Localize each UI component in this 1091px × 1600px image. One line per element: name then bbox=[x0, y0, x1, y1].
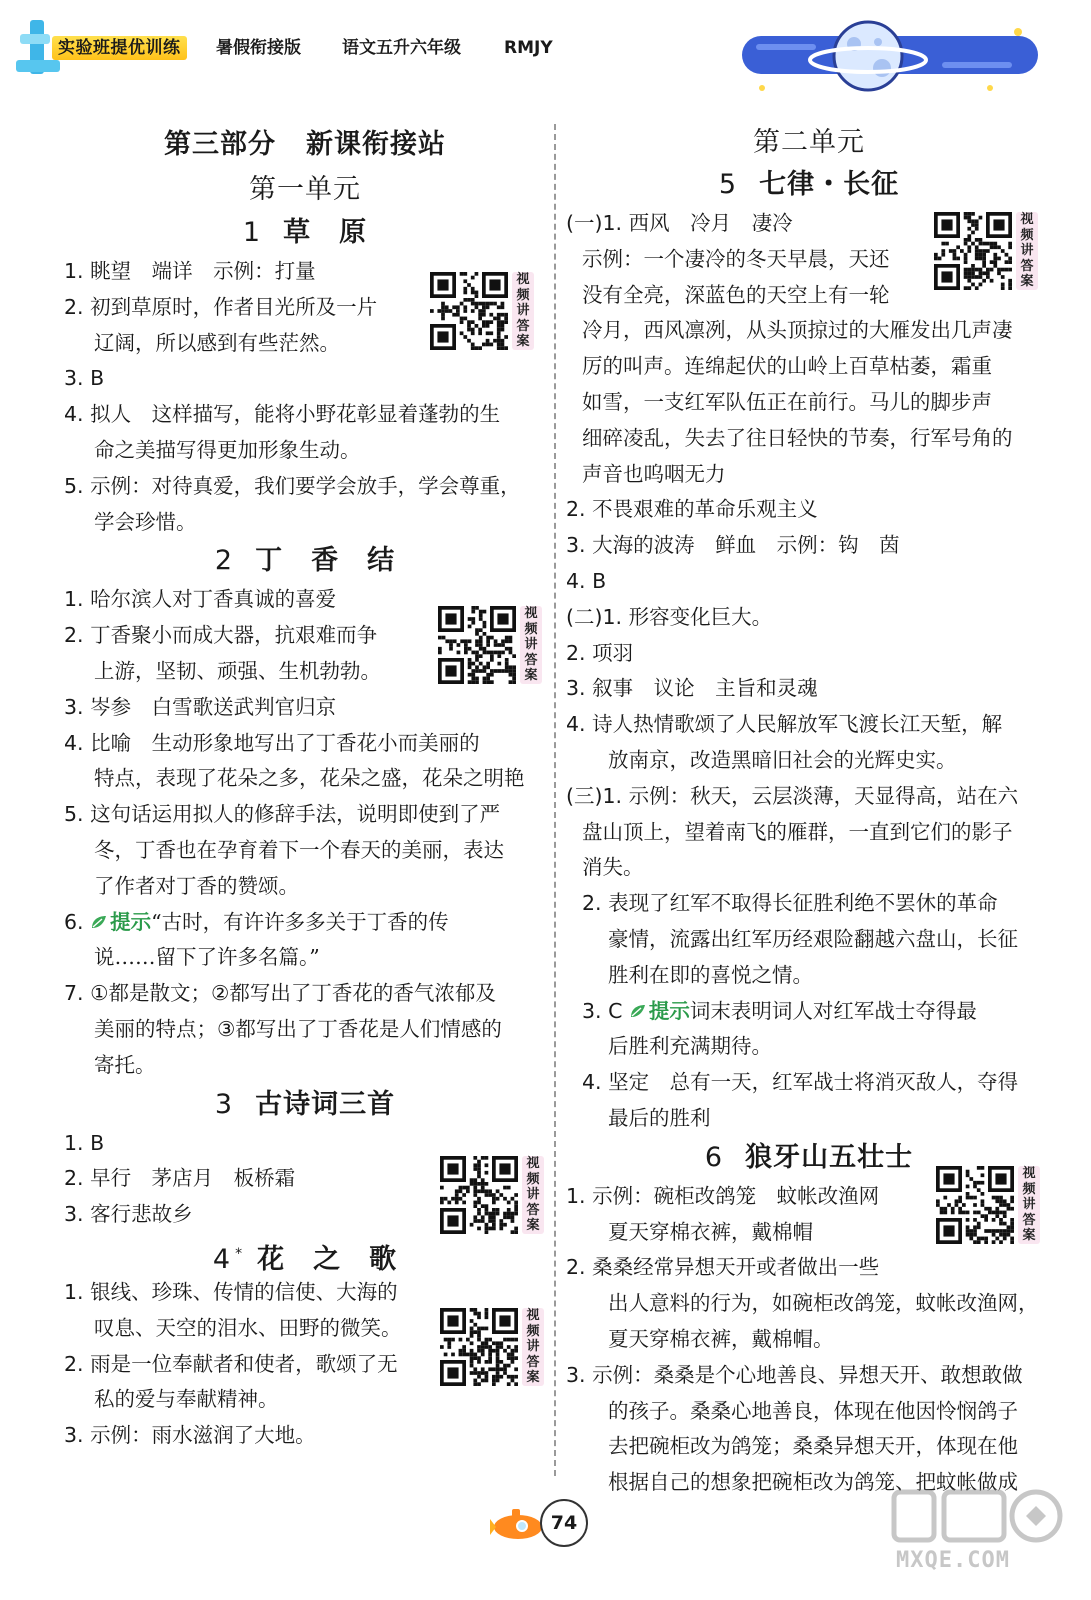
lesson-title: 4 * 花 之 歌 bbox=[212, 1243, 398, 1275]
grade-label: 语文五升六年级 bbox=[342, 38, 461, 58]
answer-line: 寄托。 bbox=[94, 1052, 156, 1077]
answer-line: 1. B bbox=[64, 1130, 105, 1155]
qr-code-icon[interactable] bbox=[440, 1308, 518, 1386]
qr-code-icon[interactable] bbox=[438, 606, 516, 684]
answer-line: 没有全亮，深蓝色的天空上有一轮 bbox=[582, 282, 890, 307]
hint-leaf-icon bbox=[90, 914, 108, 930]
answer-line: 细碎凌乱，失去了往日轻快的节奏，行军号角的 bbox=[582, 425, 1013, 450]
planet-decoration-icon bbox=[742, 14, 1042, 104]
answer-line: 盘山顶上，望着南飞的雁群，一直到它们的影子 bbox=[582, 819, 1013, 844]
answer-line: 3. 示例：雨水滋润了大地。 bbox=[64, 1423, 316, 1448]
answer-line: 4. 拟人 这样描写，能将小野花彰显着蓬勃的生 bbox=[64, 402, 501, 427]
answer-line: 消失。 bbox=[582, 855, 644, 880]
answer-line: 夏天穿棉衣裤，戴棉帽 bbox=[608, 1219, 813, 1244]
page-header bbox=[0, 0, 1091, 110]
answer-line: 声音也呜咽无力 bbox=[582, 461, 726, 486]
hint-text: “古时，有许许多多关于丁香的传 bbox=[151, 909, 449, 934]
answer-line: 2. 项羽 bbox=[566, 640, 634, 665]
column-divider bbox=[554, 124, 556, 1476]
answer-line: 放南京，改造黑暗旧社会的光辉史实。 bbox=[608, 747, 957, 772]
page-number-badge bbox=[486, 1497, 596, 1547]
answer-line: 后胜利充满期待。 bbox=[608, 1034, 772, 1059]
video-answer-qr[interactable] bbox=[440, 1156, 550, 1234]
answer-line: 3. 叙事 议论 主旨和灵魂 bbox=[566, 676, 818, 701]
answer-line: 冬，丁香也在孕育着下一个春天的美丽，表达 bbox=[94, 837, 504, 862]
answer-line: 根据自己的想象把碗柜改为鸽笼、把蚊帐做成 bbox=[608, 1470, 1018, 1495]
hint-text: 词末表明词人对红军战士夺得最 bbox=[689, 998, 977, 1023]
right-column bbox=[566, 122, 1052, 1501]
answer-line: 2. 初到草原时，作者目光所及一片 bbox=[64, 294, 378, 319]
answer-line: 5. 示例：对待真爱，我们要学会放手，学会尊重， bbox=[64, 473, 521, 498]
qr-code-icon[interactable] bbox=[936, 1166, 1014, 1244]
answer-line: 4. 诗人热情歌颂了人民解放军飞渡长江天堑，解 bbox=[566, 712, 1003, 737]
answer-line: 2. 不畏艰难的革命乐观主义 bbox=[566, 497, 818, 522]
qr-label: 视频讲答案 bbox=[522, 1156, 544, 1234]
lesson-title: 5 七律・长征 bbox=[718, 169, 900, 200]
watermark-seal-icon bbox=[890, 1484, 1066, 1550]
answer-line: 3. 大海的波涛 鲜血 示例：钩 茵 bbox=[566, 533, 900, 558]
answer-line: 5. 这句话运用拟人的修辞手法，说明即使到了严 bbox=[64, 802, 501, 827]
video-answer-qr[interactable] bbox=[430, 272, 540, 350]
answer-line: 私的爱与奉献精神。 bbox=[94, 1387, 279, 1412]
answer-line: 4. 坚定 总有一天，红军战士将消灭敌人，夺得 bbox=[582, 1070, 1019, 1095]
answer-line: 学会珍惜。 bbox=[94, 509, 197, 534]
answer-line: 去把碗柜改为鸽笼；桑桑异想天开，体现在他 bbox=[608, 1434, 1018, 1459]
answer-line: 辽阔，所以感到有些茫然。 bbox=[94, 330, 340, 355]
unit-title: 第一单元 bbox=[249, 174, 361, 205]
qr-label: 视频讲答案 bbox=[1016, 212, 1038, 290]
answer-line: 4. B bbox=[566, 568, 607, 593]
qr-code-icon[interactable] bbox=[934, 212, 1012, 290]
answer-line: 2. 雨是一位奉献者和使者，歌颂了无 bbox=[64, 1351, 398, 1376]
lesson-title: 6 狼牙山五壮士 bbox=[704, 1141, 914, 1173]
answer-line: 出人意料的行为，如碗柜改鸽笼，蚊帐改渔网， bbox=[608, 1291, 1039, 1316]
qr-label: 视频讲答案 bbox=[1018, 1166, 1040, 1244]
hint-label: 提示 bbox=[648, 998, 690, 1023]
answer-line: 2. 早行 茅店月 板桥霜 bbox=[64, 1166, 296, 1191]
answer-line: 上游，坚韧、顽强、生机勃勃。 bbox=[94, 658, 381, 683]
answer-line: 3. 岑参 白雪歌送武判官归京 bbox=[64, 694, 337, 719]
answer-line: 豪情，流露出红军历经艰险翻越六盘山，长征 bbox=[608, 926, 1018, 951]
answer-line: 示例：一个凄冷的冬天早晨，天还 bbox=[582, 246, 890, 271]
edition-label: 暑假衔接版 bbox=[216, 38, 301, 58]
hint-leaf-icon bbox=[629, 1003, 647, 1019]
series-title: 实验班提优训练 bbox=[52, 36, 187, 60]
page-number: 74 bbox=[540, 1499, 588, 1547]
answer-line: 6. 提示“古时，有许许多多关于丁香的传 bbox=[64, 909, 449, 934]
answer-line: 厉的叫声。连绵起伏的山岭上百草枯萎，霜重 bbox=[582, 354, 992, 379]
answer-line: (二)1. 形容变化巨大。 bbox=[566, 604, 773, 629]
answer-line: 说……留下了许多名篇。” bbox=[94, 945, 320, 970]
answer-line: 3. 示例：桑桑是个心地善良、异想天开、敢想敢做 bbox=[566, 1362, 1023, 1387]
answer-line: 3. 客行悲故乡 bbox=[64, 1202, 193, 1227]
video-answer-qr[interactable] bbox=[934, 212, 1044, 290]
answer-line: (三)1. 示例：秋天，云层淡薄，天显得高，站在六 bbox=[566, 783, 1019, 808]
video-answer-qr[interactable] bbox=[438, 606, 548, 684]
answer-line: 1. 银线、珍珠、传情的信使、大海的 bbox=[64, 1279, 398, 1304]
answer-line: 3. C 提示词末表明词人对红军战士夺得最 bbox=[582, 998, 977, 1023]
answer-line: 特点，表现了花朵之多，花朵之盛，花朵之明艳 bbox=[94, 766, 525, 791]
watermark-logo bbox=[890, 1484, 1070, 1584]
lesson-title: 3 古诗词三首 bbox=[214, 1088, 396, 1120]
lesson-title: 2 丁 香 结 bbox=[214, 545, 396, 577]
qr-code-icon[interactable] bbox=[440, 1156, 518, 1234]
answer-line: 命之美描写得更加形象生动。 bbox=[94, 437, 361, 462]
submarine-icon bbox=[486, 1507, 546, 1541]
answer-line: 2. 桑桑经常异想天开或者做出一些 bbox=[566, 1255, 880, 1280]
answer-line: 1. 眺望 端详 示例：打量 bbox=[64, 259, 316, 283]
answer-line: 1. 哈尔滨人对丁香真诚的喜爱 bbox=[64, 587, 337, 612]
answer-line: 4. 比喻 生动形象地写出了丁香花小而美丽的 bbox=[64, 730, 480, 755]
answer-line: 7. ①都是散文；②都写出了丁香花的香气浓郁及 bbox=[64, 981, 496, 1006]
answer-line: 胜利在即的喜悦之情。 bbox=[608, 962, 813, 987]
qr-label: 视频讲答案 bbox=[522, 1308, 544, 1386]
answer-line: 1. 示例：碗柜改鸽笼 蚊帐改渔网 bbox=[566, 1183, 880, 1208]
answer-line: 夏天穿棉衣裤，戴棉帽。 bbox=[608, 1326, 834, 1351]
watermark-text: MXQE.COM bbox=[896, 1548, 1010, 1573]
part-title: 第三部分 新课衔接站 bbox=[164, 129, 446, 160]
answer-line: 的孩子。桑桑心地善良，体现在他因怜悯鸽子 bbox=[608, 1398, 1018, 1423]
answer-line: 叹息、天空的泪水、田野的微笑。 bbox=[94, 1315, 402, 1340]
answer-line: 如雪，一支红军队伍正在前行。马儿的脚步声 bbox=[582, 389, 992, 414]
video-answer-qr[interactable] bbox=[440, 1308, 550, 1386]
edition-code: RMJY bbox=[504, 38, 553, 58]
unit-title: 第二单元 bbox=[753, 127, 865, 158]
answer-line: 美丽的特点；③都写出了丁香花是人们情感的 bbox=[94, 1016, 502, 1041]
answer-line: (一)1. 西风 冷月 凄冷 bbox=[566, 211, 793, 235]
hint-label: 提示 bbox=[110, 909, 152, 934]
answer-line: 冷月，西风凛冽，从头顶掠过的大雁发出几声凄 bbox=[582, 318, 1013, 343]
answer-line: 了作者对丁香的赞颂。 bbox=[94, 873, 299, 898]
answer-line: 3. B bbox=[64, 366, 105, 391]
answer-line: 最后的胜利 bbox=[608, 1105, 711, 1130]
lesson-title: 1 草 原 bbox=[242, 217, 368, 248]
qr-label: 视频讲答案 bbox=[520, 606, 542, 684]
qr-label: 视频讲答案 bbox=[512, 272, 534, 350]
video-answer-qr[interactable] bbox=[936, 1166, 1046, 1244]
answer-line: 2. 丁香聚小而成大器，抗艰难而争 bbox=[64, 623, 378, 648]
qr-code-icon[interactable] bbox=[430, 272, 508, 350]
answer-line: 2. 表现了红军不取得长征胜利绝不罢休的革命 bbox=[582, 891, 998, 916]
